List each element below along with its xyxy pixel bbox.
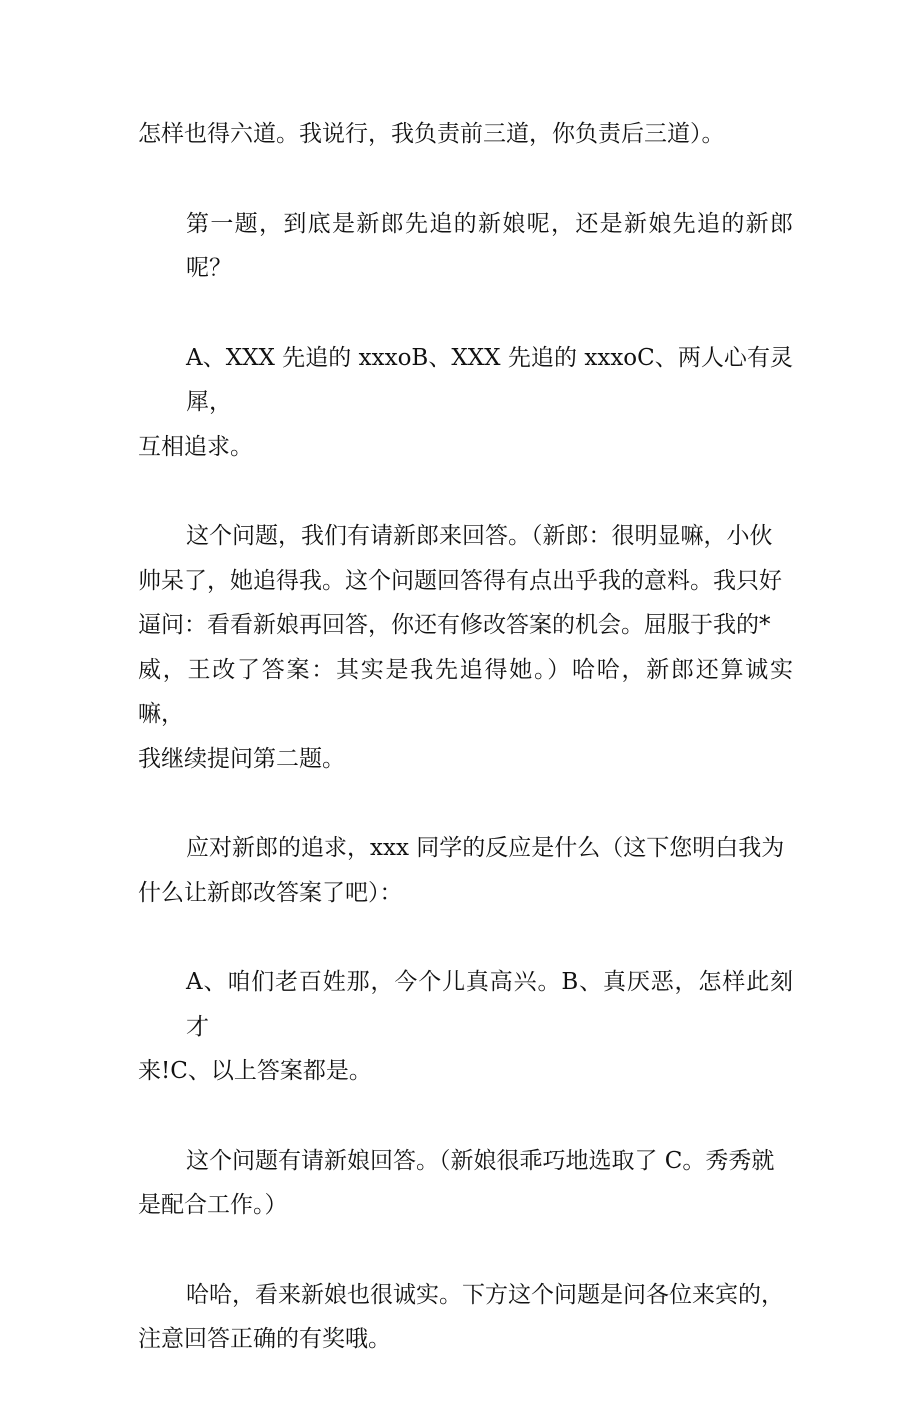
paragraph-6 [138,960,793,1094]
text-line: 怎样也得六道。我说行，我负责前三道，你负责后三道）。 [138,121,725,147]
text-line: A、咱们老百姓那，今个儿真高兴。B、真厌恶，怎样此刻才 [186,969,793,1040]
paragraph-8 [138,1273,793,1362]
text-line: 来!C、以上答案都是。 [138,1058,372,1084]
text-line: A、XXX 先追的 xxxoB、XXX 先追的 xxxoC、两人心有灵犀， [186,344,793,415]
text-line: 帅呆了，她追得我。这个问题回答得有点出乎我的意料。我只好 [138,567,782,594]
text-line: 注意回答正确的有奖哦。 [138,1326,391,1352]
text-line: 第一题，到底是新郎先追的新娘呢，还是新娘先追的新郎呢？ [186,210,793,281]
paragraph-2 [138,202,793,291]
text-line: 是配合工作。） [138,1192,288,1218]
paragraph-4 [138,514,793,781]
text-line: 威，王改了答案：其实是我先追得她。）哈哈，新郎还算诚实嘛， [138,656,793,727]
text-line: 什么让新郎改答案了吧）： [138,879,403,906]
text-line: 哈哈，看来新娘也很诚实。下方这个问题是问各位来宾的， [186,1281,784,1308]
paragraph-3 [138,336,793,470]
text-line: 互相追求。 [138,433,253,460]
text-line: 我继续提问第二题。 [138,745,345,772]
paragraph-1 [138,112,793,157]
text-line: 这个问题，我们有请新郎来回答。（新郎：很明显嘛，小伙 [186,523,773,549]
document-body [138,112,793,1407]
paragraph-7 [138,1139,793,1228]
text-line: 应对新郎的追求，xxx 同学的反应是什么（这下您明白我为 [186,835,785,861]
paragraph-5 [138,826,793,915]
text-line: 逼问：看看新娘再回答，你还有修改答案的机会。屈服于我的* [138,612,771,638]
text-line: 这个问题有请新娘回答。（新娘很乖巧地选取了 C。秀秀就 [186,1147,775,1174]
